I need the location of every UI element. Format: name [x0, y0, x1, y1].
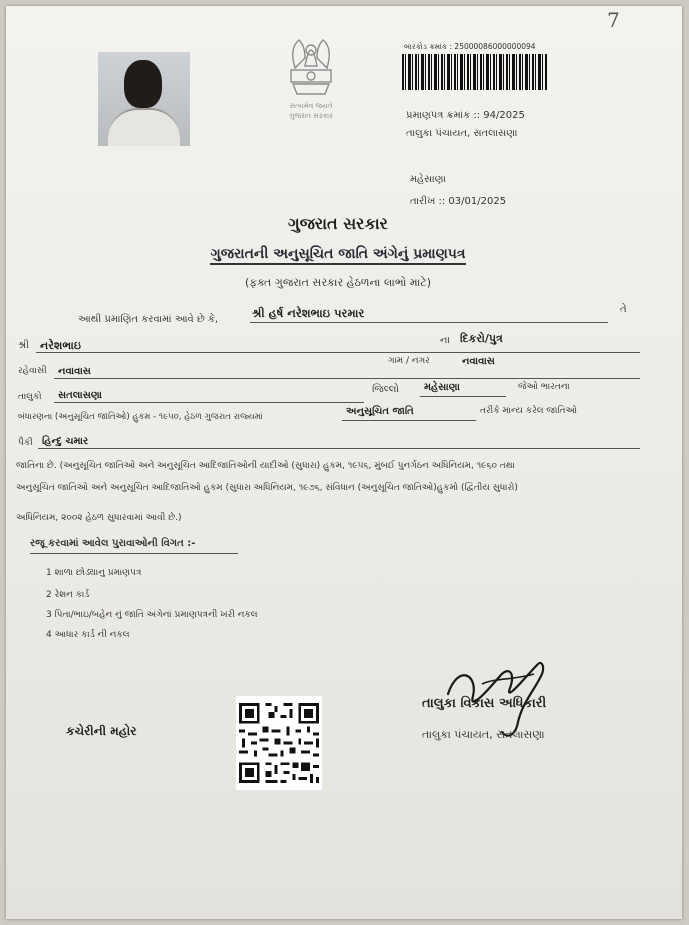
district-label: જિલ્લો	[372, 384, 399, 395]
father-underline	[36, 352, 640, 353]
taluka-value: સતલાસણા	[58, 390, 103, 401]
shri-label: શ્રી	[18, 340, 30, 351]
resident-underline	[54, 378, 640, 379]
emblem-motto: સત્યમેવ જયતે	[289, 102, 333, 110]
title-note: (ફક્ત ગુજરાત સરકાર હેઠળના લાભો માટે)	[244, 276, 432, 289]
recognized-text: તરીકે માન્ય કરેલ જાતિઓ	[480, 406, 577, 416]
qr-code	[236, 696, 322, 790]
title-government: ગુજરાત સરકાર	[288, 214, 388, 233]
district-underline	[420, 396, 506, 397]
signatory-title: તાલુકા વિકાસ અધિકારી	[422, 696, 547, 711]
relation-value: દિકરો/પુત્ર	[460, 332, 503, 345]
documents-heading-underline	[30, 553, 238, 554]
office-seal-label: કચેરીની મહોર	[66, 724, 137, 738]
legal-paragraph-line-2: અનુસૂચિત જાતિઓ અને અનુસૂચિત આદિજાતિઓ હુકમ (સુધારા અધિનિયમ, ૧૯૭૬, સંવિધાન (અનુસૂચિત જાતિઓ)હુકમો (દ્વિતીય સુધારો)	[16, 483, 518, 493]
barcode-number: બારકોડ ક્રમાંક : 25000086000000094	[404, 42, 536, 51]
father-name: નરેશભાઇ	[40, 339, 81, 352]
applicant-name: શ્રી હર્ષ નરેશભાઇ પરમાર	[252, 306, 365, 320]
document-item-4: 4 આધાર કાર્ડ ની નકલ	[46, 630, 130, 640]
village-value: નવાવાસ	[462, 356, 495, 367]
legal-paragraph-line-1: જાતિના છે. (અનુસૂચિત જાતિઓ અને અનુસૂચિત આદિજાતિઓની યાદીઓ (સુધારા) હુકમ, ૧૯૫૬, મુંબઈ પુનર્ગઠન અધિનિયમ, ૧૯૬૦ તથા	[16, 461, 515, 471]
district-header: મહેસાણા	[410, 174, 446, 185]
document-item-2: 2 રેશન કાર્ડ	[46, 590, 90, 600]
na-label: ના	[440, 335, 450, 346]
documents-heading: રજૂ કરવામાં આવેલ પુરાવાઓની વિગત :-	[30, 538, 196, 549]
signatory-office: તાલુકા પંચાયત, સતલાસણા	[422, 728, 545, 741]
document-item-3: 3 પિતા/ભાઇ/બહેન નું જાતિ અંગેનાં પ્રમાણપત્રની ખરી નકલ	[46, 610, 258, 620]
legal-paragraph-line-3: અધિનિયમ, ૨૦૦૨ હેઠળ સુધારવામાં આવી છે.)	[16, 513, 182, 523]
certificate-number: પ્રમાણપત્ર ક્રમાંક :: 94/2025	[406, 110, 525, 121]
emblem-gov: ગુજરાત સરકાર	[289, 112, 333, 120]
india-text: જેઓ ભારતના	[518, 382, 570, 392]
corner-mark: 7	[607, 8, 620, 32]
category-underline	[342, 420, 476, 421]
name-underline	[250, 322, 608, 323]
sub-caste-label: પૈકી	[18, 438, 33, 448]
taluka-underline	[54, 402, 364, 403]
title-certificate: ગુજરાતની અનુસૂચિત જાતિ અંગેનું પ્રમાણપત્ર	[210, 246, 465, 265]
district-value: મહેસાણા	[424, 382, 460, 393]
suffix-te: તે	[620, 304, 627, 315]
taluka-label: તાલુકો	[18, 392, 42, 402]
constitution-text: બંધારણના (અનુસૂચિત જાતિઓ) હુકમ - ૧૯૫૦, હેઠળ ગુજરાત રાજ્યમાં	[18, 412, 263, 422]
issue-date: તારીખ :: 03/01/2025	[410, 196, 507, 207]
issuing-office: તાલુકા પંચાયત, સતલાસણા	[406, 128, 518, 139]
barcode	[402, 54, 548, 90]
resident-label: રહેવાસી	[18, 366, 47, 376]
document-item-1: 1 શાળા છોડ્યાનુ પ્રમાણપત્ર	[46, 568, 142, 578]
village-label: ગામ / નગર	[388, 356, 430, 366]
sub-caste-underline	[38, 448, 640, 449]
sub-caste-value: હિન્દુ ચમાર	[42, 436, 89, 447]
certify-prefix: આથી પ્રમાણિત કરવામાં આવે છે કે,	[78, 314, 219, 325]
resident-value: નવાવાસ	[58, 366, 91, 377]
category-value: અનુસૂચિત જાતિ	[346, 406, 414, 417]
applicant-photo	[98, 52, 190, 146]
